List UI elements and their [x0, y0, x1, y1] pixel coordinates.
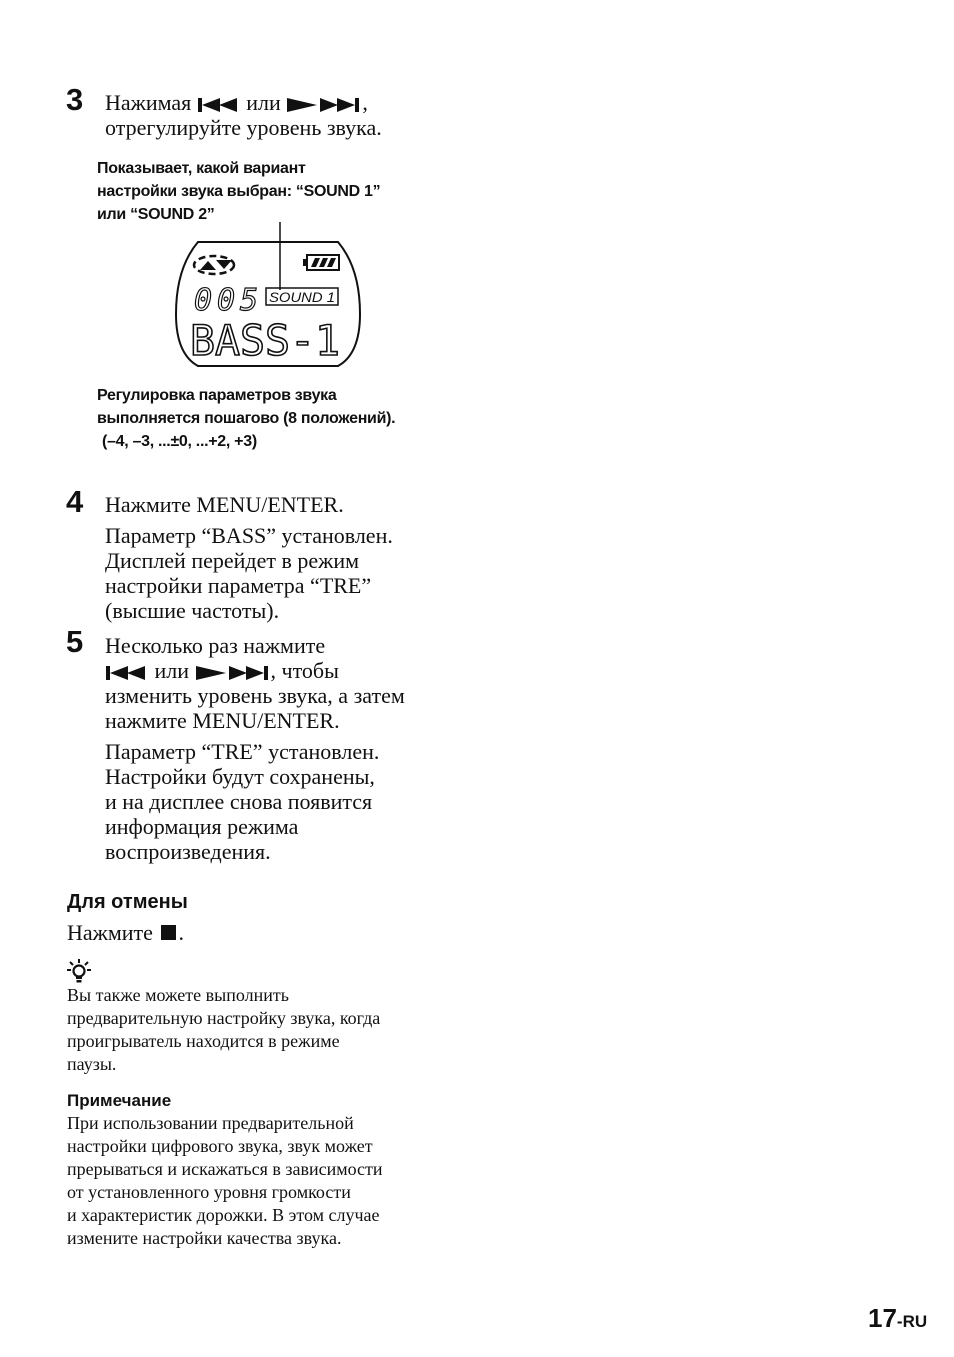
step-3-or: или [246, 90, 281, 115]
previous-track-icon [105, 664, 149, 682]
display-main-text: BASS-1 [190, 316, 340, 365]
step-4-result-line: Дисплей перейдет в режим [105, 548, 360, 573]
battery-icon [303, 255, 339, 270]
cancel-text [67, 920, 184, 945]
caption-top-line: Показывает, какой вариант [97, 160, 306, 177]
figure-caption-top [97, 157, 380, 226]
step-5-result-line: и на дисплее снова появится [105, 789, 373, 814]
step-3-line2: отрегулируйте уровень звука. [105, 115, 382, 140]
note-line: настройки цифрового звука, звук может [67, 1136, 373, 1156]
tip-line: предварительную настройку звука, когда [67, 1008, 381, 1028]
tip-line: Вы также можете выполнить [67, 985, 289, 1005]
play-next-icon [286, 96, 362, 114]
cancel-text-post: . [178, 920, 184, 945]
display-track-number: 005 [194, 283, 258, 318]
step-3-comma: , [362, 90, 368, 115]
step-3-number: 3 [66, 82, 84, 117]
step-5-result-line: Параметр “TRE” установлен. [105, 739, 380, 764]
step-5-result-line: воспроизведения. [105, 839, 271, 864]
stop-icon [160, 924, 178, 942]
step-5-or: или [154, 658, 190, 683]
step-5-result-line: информация режима [105, 814, 299, 839]
step-5-line3: изменить уровень звука, а затем [105, 683, 405, 708]
display-sound-label: SOUND 1 [269, 289, 335, 305]
step-4-text [105, 492, 393, 623]
step-5-result-line: Настройки будут сохранены, [105, 764, 375, 789]
step-5-text [105, 633, 405, 864]
step-4-result-line: (высшие частоты). [105, 598, 280, 623]
caption-bottom-line: (–4, –3, ...±0, ...+2, +3) [102, 433, 257, 450]
cancel-text-pre: Нажмите [67, 920, 153, 945]
note-line: от установленного уровня громкости [67, 1182, 351, 1202]
previous-track-icon [197, 96, 241, 114]
lightbulb-icon [66, 958, 92, 984]
step-5-line1: Несколько раз нажмите [105, 633, 326, 658]
tip-text [67, 984, 380, 1076]
step-4-result-line: настройки параметра “TRE” [105, 573, 372, 598]
step-3-pre: Нажимая [105, 90, 192, 115]
note-heading: Примечание [67, 1091, 172, 1110]
note-line: измените настройки качества звука. [67, 1228, 342, 1248]
page-number-suffix: -RU [896, 1312, 928, 1331]
caption-top-line: настройки звука выбран: “SOUND 1” [97, 183, 381, 200]
caption-top-line: или “SOUND 2” [97, 206, 215, 223]
step-5-line2-post: , чтобы [270, 658, 339, 683]
tip-line: паузы. [67, 1054, 117, 1074]
tip-line: проигрыватель находится в режиме [67, 1031, 340, 1051]
note-text [67, 1112, 383, 1250]
figure-caption-bottom [97, 384, 395, 453]
step-3-text [105, 90, 382, 140]
cancel-heading: Для отмены [67, 891, 188, 913]
step-4-instruction: Нажмите MENU/ENTER. [105, 492, 344, 517]
lcd-display-figure [170, 218, 370, 378]
step-4-result-line: Параметр “BASS” установлен. [105, 523, 393, 548]
play-next-icon [195, 664, 271, 682]
caption-bottom-line: выполняется пошагово (8 положений). [97, 410, 396, 427]
page-number-value: 17 [868, 1303, 897, 1333]
note-line: При использовании предварительной [67, 1113, 354, 1133]
note-line: прерываться и искажаться в зависимости [67, 1159, 383, 1179]
step-4-number: 4 [66, 484, 84, 519]
note-line: и характеристик дорожки. В этом случае [67, 1205, 380, 1225]
caption-bottom-line: Регулировка параметров звука [97, 387, 337, 404]
step-5-line4: нажмите MENU/ENTER. [105, 708, 340, 733]
page-number [868, 1303, 927, 1334]
step-5-number: 5 [66, 624, 84, 659]
disc-icon [194, 256, 234, 274]
